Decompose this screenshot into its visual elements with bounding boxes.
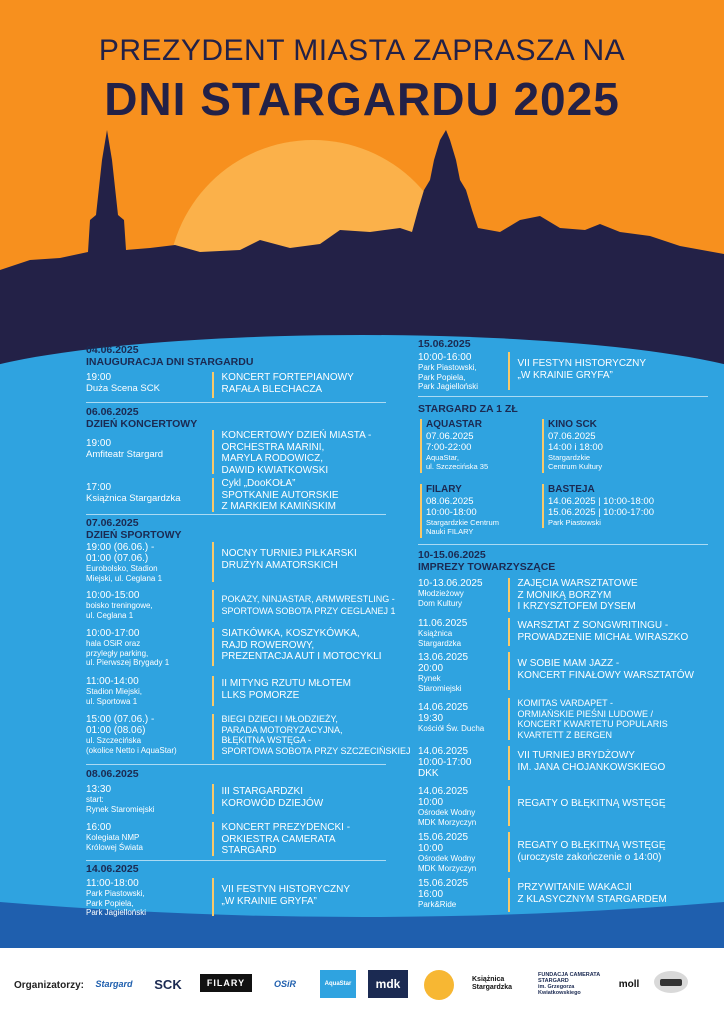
time: 15.06.2025 [418, 832, 469, 843]
mdk-logo: mdk [368, 970, 408, 998]
day-title: INAUGURACJA DNI STARGARDU [86, 356, 254, 368]
desc: SPORTOWA SOBOTA PRZY CEGLANEJ 1 [221, 605, 396, 616]
header-invite: PREZYDENT MIASTA ZAPRASZA NA [98, 34, 626, 67]
time: 16:00 [86, 822, 112, 833]
box-place: Stargardzkie Centrum [426, 518, 499, 527]
place: Park Piastowski, [418, 363, 477, 372]
place: Park Jagielloński [86, 908, 147, 917]
time: 10:00 [418, 797, 444, 808]
filary-box [426, 484, 536, 538]
box-name: AQUASTAR [426, 419, 482, 430]
day-15 [418, 338, 471, 350]
desc: Z MARKIEM KAMIŃSKIM [221, 501, 336, 512]
fundacja-name: FUNDACJA CAMERATA STARGARD [538, 972, 601, 984]
day-04 [86, 344, 253, 368]
time: 14.06.2025 [418, 702, 469, 713]
box-place: Nauki FILARY [426, 527, 474, 536]
place: Park Jagielloński [418, 382, 479, 391]
ksiaznica-logo: Książnica Stargardzka [472, 976, 513, 991]
osir-logo: OSiR [273, 979, 296, 989]
desc: Z MONIKĄ BORZYM [517, 589, 612, 601]
desc: (uroczyste zakończenie o 14:00) [517, 851, 662, 863]
desc: BIEGI DZIECI I MŁODZIEŻY, [221, 714, 338, 724]
date: 08.06.2025 [86, 768, 139, 780]
place: Ośrodek Wodny [418, 808, 476, 817]
place: (okolice Netto i AquaStar) [86, 745, 177, 755]
date: 10-15.06.2025 [418, 549, 486, 561]
box-date: 07.06.2025 [548, 431, 596, 442]
time: 14.06.2025 [418, 786, 469, 797]
header-title: DNI STARGARDU 2025 [104, 73, 620, 125]
stargard-logo: Stargard [95, 979, 133, 989]
desc: BŁĘKITNA WSTĘGA - [221, 735, 312, 745]
sck-logo: SCK [154, 976, 182, 992]
place: Duża Scena SCK [86, 383, 160, 394]
desc: VII TURNIEJ BRYDŻOWY [517, 750, 635, 761]
place: Rynek Staromiejski [86, 804, 155, 814]
place: Eurobolsko, Stadion [86, 564, 158, 573]
place: Młodzieżowy [418, 589, 464, 598]
time: 19:30 [418, 713, 444, 724]
event [86, 542, 357, 582]
desc: Z KLASYCZNYM STARGARDEM [517, 893, 667, 905]
time: 10:00-17:00 [86, 628, 140, 639]
place: Stadion Miejski, [86, 687, 143, 696]
time: 15:00 (07.06.) - [86, 714, 155, 725]
event [418, 652, 694, 693]
day-08 [86, 768, 139, 780]
place: Książnica Stargardzka [86, 493, 181, 504]
place: Rynek [418, 674, 441, 683]
desc: PARADA MOTORYZACYJNA, [221, 724, 343, 735]
desc: POKAZY, NINJASTAR, ARMWRESTLING - [221, 594, 395, 604]
aquastar-logo: AquaStar [320, 970, 356, 998]
time: 19:00 [86, 438, 112, 449]
place: Miejski, ul. Ceglana 1 [86, 573, 163, 583]
time: 01:00 (07.06.) [86, 553, 149, 564]
day-title: DZIEŃ KONCERTOWY [86, 418, 198, 430]
place: boisko treningowe, [86, 601, 153, 610]
place: Amfiteatr Stargard [86, 449, 164, 460]
day-title: DZIEŃ SPORTOWY [86, 529, 182, 541]
desc: VII FESTYN HISTORYCZNY [221, 884, 351, 895]
place: Park Popiela, [418, 372, 466, 382]
organizers-label: Organizatorzy: [14, 980, 85, 991]
box-time: 7:00-22:00 [426, 442, 472, 453]
place: start: [86, 795, 104, 804]
time: 11:00-14:00 [86, 676, 139, 687]
desc: RAFAŁA BLECHACZA [221, 383, 323, 395]
date: 14.06.2025 [86, 863, 139, 875]
box-date: 07.06.2025 [426, 431, 474, 442]
event [86, 878, 350, 916]
date: 07.06.2025 [86, 517, 139, 529]
box-place: Park Piastowski [548, 518, 601, 527]
kino-sck-box [548, 419, 678, 473]
place: Stargardzka [418, 638, 462, 648]
time: 13:30 [86, 784, 112, 795]
basteja-box [548, 484, 698, 528]
place: ul. Pierwszej Brygady 1 [86, 658, 170, 667]
event [86, 676, 351, 706]
desc: WARSZTAT Z SONGWRITINGU - [517, 620, 669, 631]
desc: SIATKÓWKA, KOSZYKÓWKA, [221, 628, 360, 639]
place: ul. Ceglana 1 [86, 610, 134, 620]
date: 04.06.2025 [86, 344, 139, 356]
place: Kolegiata NMP [86, 833, 140, 842]
desc: PREZENTACJA AUT I MOTOCYKLI [221, 651, 382, 662]
event [418, 698, 668, 740]
date: 06.06.2025 [86, 406, 139, 418]
fundacja-camerata-logo [538, 966, 612, 1002]
event [418, 578, 638, 612]
event [86, 714, 411, 760]
desc: ZAJĘCIA WARSZTATOWE [517, 578, 638, 589]
place: Dom Kultury [418, 598, 463, 608]
box-date: 08.06.2025 [426, 496, 474, 507]
desc: ORCHESTRA MARINI, [221, 441, 325, 453]
moll-logo: moll [618, 978, 640, 990]
day-06 [86, 406, 197, 430]
place: ul. Sportowa 1 [86, 696, 138, 706]
time: 13.06.2025 [418, 652, 469, 663]
event [86, 628, 382, 666]
place: Park&Ride [418, 900, 457, 909]
day-10-15 [418, 549, 555, 573]
day-14 [86, 863, 139, 875]
time: 10-13.06.2025 [418, 578, 483, 589]
desc: Cykl „DooKOŁA” [221, 478, 296, 489]
desc: KOMITAS VARDAPET - [517, 698, 614, 708]
time: 11.06.2025 [418, 618, 468, 629]
desc: SPOTKANIE AUTORSKIE [221, 489, 339, 501]
desc: „W KRAINIE GRYFA” [517, 369, 613, 381]
box-time: 15.06.2025 | 10:00-17:00 [548, 507, 655, 518]
event [86, 822, 350, 856]
aquastar-box [426, 419, 536, 473]
desc: KONCERT PREZYDENCKI - [221, 822, 351, 833]
time: 20:00 [418, 663, 444, 674]
box-place: AquaStar, [426, 453, 459, 462]
place: Książnica [418, 629, 453, 638]
event [418, 878, 667, 912]
desc: DAWID KWIATKOWSKI [221, 464, 329, 476]
place: DKK [418, 768, 439, 779]
event [86, 478, 339, 512]
box-time: 10:00-18:00 [426, 507, 477, 518]
filary-logo: FILARY [200, 974, 252, 992]
time: 19:00 (06.06.) - [86, 542, 155, 553]
time: 10:00 [418, 843, 444, 854]
time: 10:00-15:00 [86, 590, 140, 601]
sun-emblem-icon [424, 970, 454, 1000]
day-title: IMPREZY TOWARZYSZĄCE [418, 561, 556, 573]
desc: STARGARD [221, 845, 277, 856]
desc: KONCERTOWY DZIEŃ MIASTA - [221, 430, 372, 441]
place: hala OSiR oraz [86, 639, 141, 648]
time: 11:00-18:00 [86, 878, 139, 889]
desc: KONCERT FINAŁOWY WARSZTATÓW [517, 669, 694, 681]
car-badge-icon [652, 968, 690, 996]
time: 15.06.2025 [418, 878, 469, 889]
box-place: Centrum Kultury [548, 462, 603, 471]
desc: REGATY O BŁĘKITNĄ WSTĘGĘ [517, 840, 666, 851]
time: 17:00 [86, 482, 112, 493]
desc: II MITYNG RZUTU MŁOTEM [221, 678, 351, 689]
desc: ORMIAŃSKIE PIEŚNI LUDOWE / [517, 708, 654, 719]
event [418, 618, 688, 646]
time: 01:00 (08.06) [86, 725, 146, 736]
box-name: BASTEJA [548, 484, 595, 495]
place: ul. Szczecińska [86, 736, 142, 745]
place: Staromiejski [418, 683, 462, 693]
fundacja-sub: im. Grzegorza Kwiatkowskiego [538, 984, 581, 996]
desc: KONCERT FORTEPIANOWY [221, 372, 354, 383]
desc: III STARGARDZKI [221, 786, 303, 797]
place: Ośrodek Wodny [418, 854, 476, 863]
time: 10:00-16:00 [418, 352, 472, 363]
place: Królowej Świata [86, 842, 143, 852]
time: 19:00 [86, 372, 112, 383]
box-name: FILARY [426, 484, 462, 495]
desc: SPORTOWA SOBOTA PRZY SZCZECIŃSKIEJ [221, 745, 411, 756]
time: 14.06.2025 [418, 746, 469, 757]
event [418, 786, 666, 826]
time: 10:00-17:00 [418, 757, 472, 768]
place: Park Popiela, [86, 898, 134, 908]
desc: „W KRAINIE GRYFA” [221, 895, 317, 907]
event [86, 372, 354, 398]
desc: PRZYWITANIE WAKACJI [517, 882, 632, 893]
desc: IM. JANA CHOJANKOWSKIEGO [517, 761, 666, 773]
place: przyległy parking, [86, 648, 149, 658]
event [418, 832, 666, 872]
desc: VII FESTYN HISTORYCZNY [517, 358, 647, 369]
za1zl-title: STARGARD ZA 1 ZŁ [418, 403, 518, 415]
place: MDK Morzyczyn [418, 863, 477, 873]
desc: PROWADZENIE MICHAŁ WIRASZKO [517, 631, 689, 643]
day-07 [86, 517, 181, 541]
place: MDK Morzyczyn [418, 817, 477, 827]
desc: I KRZYSZTOFEM DYSEM [517, 601, 636, 612]
place: Kościół Św. Ducha [418, 724, 485, 733]
desc: W SOBIE MAM JAZZ - [517, 658, 620, 669]
box-date: 14.06.2025 | 10:00-18:00 [548, 496, 655, 507]
event [418, 746, 665, 780]
desc: RAJD ROWEROWY, [221, 639, 315, 651]
box-name: KINO SCK [548, 419, 597, 430]
event [86, 590, 396, 622]
desc: ORKIESTRA CAMERATA [221, 833, 336, 845]
box-place: ul. Szczecińska 35 [426, 462, 489, 471]
box-time: 14:00 i 18:00 [548, 442, 603, 453]
event [418, 352, 646, 390]
time: 16:00 [418, 889, 444, 900]
desc: DRUŻYN AMATORSKICH [221, 559, 338, 571]
desc: LLKS POMORZE [221, 689, 300, 701]
desc: MARYLA RODOWICZ, [221, 453, 323, 464]
desc: NOCNY TURNIEJ PIŁKARSKI [221, 548, 357, 559]
desc: KVARTETT Z BERGEN [517, 729, 613, 740]
box-place: Stargardzkie [548, 453, 591, 462]
place: Park Piastowski, [86, 889, 145, 898]
desc: KOROWÓD DZIEJÓW [221, 797, 324, 809]
desc: KONCERT KWARTETU POPULARIS [517, 719, 668, 729]
event [86, 430, 371, 474]
event [86, 784, 323, 814]
date: 15.06.2025 [418, 338, 471, 350]
desc: REGATY O BŁĘKITNĄ WSTĘGĘ [517, 798, 666, 809]
